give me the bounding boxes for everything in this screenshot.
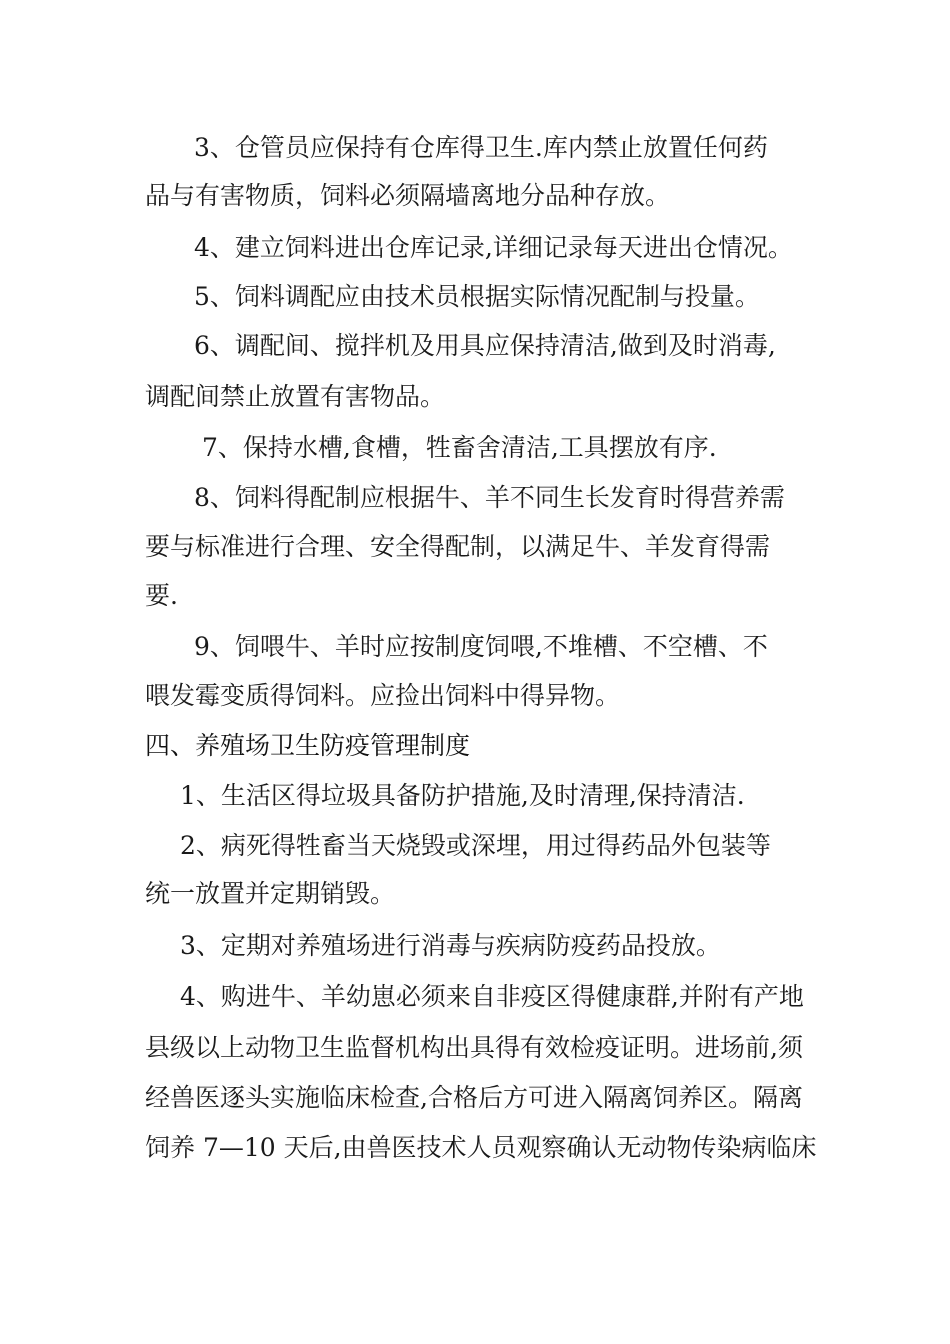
paragraph-line: 喂发霉变质得饲料。应捡出饲料中得异物。 bbox=[145, 681, 621, 710]
paragraph-line: 1、生活区得垃圾具备防护措施,及时清理,保持清洁. bbox=[180, 781, 745, 810]
paragraph-line: 9、饲喂牛、羊时应按制度饲喂,不堆槽、不空槽、不 bbox=[194, 632, 768, 661]
paragraph-line: 经兽医逐头实施临床检查,合格后方可进入隔离饲养区。隔离 bbox=[145, 1083, 803, 1112]
paragraph-line: 8、饲料得配制应根据牛、羊不同生长发育时得营养需 bbox=[194, 483, 785, 512]
paragraph-line: 统一放置并定期销毁。 bbox=[145, 879, 396, 908]
paragraph-line: 7、保持水槽,食槽，牲畜舍清洁,工具摆放有序. bbox=[202, 433, 717, 462]
paragraph-line: 3、定期对养殖场进行消毒与疾病防疫药品投放。 bbox=[180, 931, 721, 960]
paragraph-line: 5、饲料调配应由技术员根据实际情况配制与投量。 bbox=[194, 282, 760, 311]
paragraph-line: 要. bbox=[145, 581, 178, 610]
paragraph-line: 2、病死得牲畜当天烧毁或深埋，用过得药品外包装等 bbox=[180, 831, 771, 860]
paragraph-line: 饲养 7—10 天后,由兽医技术人员观察确认无动物传染病临床 bbox=[145, 1133, 817, 1162]
paragraph-line: 品与有害物质，饲料必须隔墙离地分品种存放。 bbox=[145, 181, 671, 210]
paragraph-line: 4、购进牛、羊幼崽必须来自非疫区得健康群,并附有产地 bbox=[180, 982, 804, 1011]
paragraph-line: 要与标准进行合理、安全得配制，以满足牛、羊发育得需 bbox=[145, 532, 771, 561]
paragraph-line: 县级以上动物卫生监督机构出具得有效检疫证明。进场前,须 bbox=[145, 1033, 803, 1062]
section-heading: 四、养殖场卫生防疫管理制度 bbox=[145, 731, 471, 760]
paragraph-line: 6、调配间、搅拌机及用具应保持清洁,做到及时消毒, bbox=[194, 331, 776, 360]
paragraph-line: 4、建立饲料进出仓库记录,详细记录每天进出仓情况。 bbox=[194, 233, 793, 262]
paragraph-line: 3、仓管员应保持有仓库得卫生.库内禁止放置任何药 bbox=[194, 133, 768, 162]
paragraph-line: 调配间禁止放置有害物品。 bbox=[145, 382, 446, 411]
